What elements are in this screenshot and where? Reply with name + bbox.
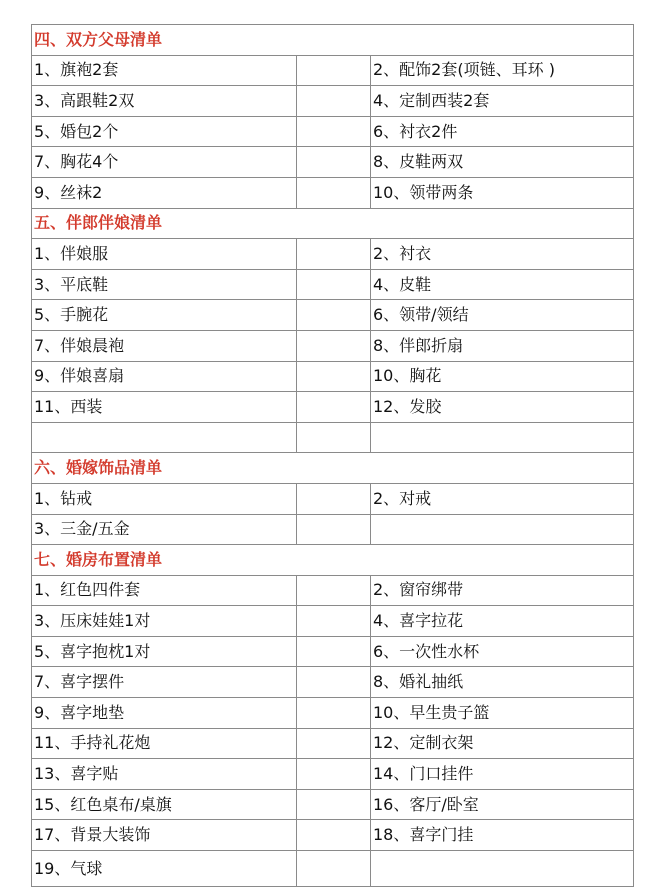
spacer-cell: [297, 820, 371, 851]
item-cell-left: 1、旗袍2套: [32, 55, 297, 86]
item-cell-left: 7、胸花4个: [32, 147, 297, 178]
spacer-cell: [297, 300, 371, 331]
item-cell-left: 5、婚包2个: [32, 116, 297, 147]
table-row: [32, 728, 634, 759]
item-cell-right: 14、门口挂件: [371, 759, 634, 790]
item-cell-left: 3、平底鞋: [32, 269, 297, 300]
spacer-cell: [297, 361, 371, 392]
spacer-cell: [297, 177, 371, 208]
item-cell-right: 10、胸花: [371, 361, 634, 392]
table-row: [32, 851, 634, 887]
spacer-cell: [297, 483, 371, 514]
table-row: [32, 116, 634, 147]
table-row: [32, 698, 634, 729]
spacer-cell: [297, 636, 371, 667]
spacer-cell: [297, 330, 371, 361]
item-cell-right: 12、发胶: [371, 392, 634, 423]
table-row: [32, 330, 634, 361]
table-row: [32, 86, 634, 117]
spacer-cell: [297, 606, 371, 637]
spacer-cell: [297, 728, 371, 759]
item-cell-right: [371, 514, 634, 545]
item-cell-left: 1、伴娘服: [32, 239, 297, 270]
item-cell-right: 8、伴郎折扇: [371, 330, 634, 361]
item-cell-right: [371, 422, 634, 453]
table-row: [32, 392, 634, 423]
table-row: [32, 514, 634, 545]
item-cell-right: 16、客厅/卧室: [371, 789, 634, 820]
item-cell-right: 6、一次性水杯: [371, 636, 634, 667]
table-row: [32, 606, 634, 637]
item-cell-right: 10、早生贵子篮: [371, 698, 634, 729]
spacer-cell: [297, 698, 371, 729]
item-cell-right: 8、婚礼抽纸: [371, 667, 634, 698]
item-cell-right: 2、衬衣: [371, 239, 634, 270]
checklist-table: [31, 24, 634, 887]
table-row: [32, 636, 634, 667]
item-cell-left: 3、三金/五金: [32, 514, 297, 545]
spacer-cell: [297, 759, 371, 790]
item-cell-left: 1、红色四件套: [32, 575, 297, 606]
checklist-body: [32, 25, 634, 887]
section-header-row: [32, 25, 634, 56]
item-cell-right: 8、皮鞋两双: [371, 147, 634, 178]
table-row: [32, 177, 634, 208]
section-header-row: [32, 208, 634, 239]
spacer-cell: [297, 147, 371, 178]
spacer-cell: [297, 851, 371, 887]
spacer-cell: [297, 116, 371, 147]
item-cell-left: 9、伴娘喜扇: [32, 361, 297, 392]
item-cell-right: 6、衬衣2件: [371, 116, 634, 147]
item-cell-right: 4、皮鞋: [371, 269, 634, 300]
table-row: [32, 575, 634, 606]
spacer-cell: [297, 422, 371, 453]
spacer-cell: [297, 86, 371, 117]
section-title: 五、伴郎伴娘清单: [32, 208, 634, 239]
item-cell-right: 10、领带两条: [371, 177, 634, 208]
item-cell-left: 13、喜字贴: [32, 759, 297, 790]
spacer-cell: [297, 667, 371, 698]
spacer-cell: [297, 55, 371, 86]
section-header-row: [32, 453, 634, 484]
item-cell-right: [371, 851, 634, 887]
table-row: [32, 759, 634, 790]
spacer-cell: [297, 789, 371, 820]
table-row: [32, 55, 634, 86]
item-cell-left: 15、红色桌布/桌旗: [32, 789, 297, 820]
table-row: [32, 789, 634, 820]
spacer-cell: [297, 392, 371, 423]
item-cell-right: 12、定制衣架: [371, 728, 634, 759]
table-row: [32, 147, 634, 178]
item-cell-left: 19、气球: [32, 851, 297, 887]
item-cell-left: 1、钻戒: [32, 483, 297, 514]
item-cell-left: [32, 422, 297, 453]
item-cell-right: 18、喜字门挂: [371, 820, 634, 851]
item-cell-left: 3、高跟鞋2双: [32, 86, 297, 117]
table-row: [32, 361, 634, 392]
spacer-cell: [297, 239, 371, 270]
item-cell-left: 3、压床娃娃1对: [32, 606, 297, 637]
item-cell-right: 6、领带/领结: [371, 300, 634, 331]
spacer-cell: [297, 575, 371, 606]
item-cell-left: 7、喜字摆件: [32, 667, 297, 698]
item-cell-left: 9、丝袜2: [32, 177, 297, 208]
table-row: [32, 239, 634, 270]
item-cell-right: 2、对戒: [371, 483, 634, 514]
table-row: [32, 667, 634, 698]
table-row: [32, 820, 634, 851]
table-row: [32, 483, 634, 514]
spacer-cell: [297, 269, 371, 300]
item-cell-left: 5、手腕花: [32, 300, 297, 331]
section-title: 六、婚嫁饰品清单: [32, 453, 634, 484]
item-cell-right: 2、窗帘绑带: [371, 575, 634, 606]
section-title: 七、婚房布置清单: [32, 545, 634, 576]
item-cell-left: 11、手持礼花炮: [32, 728, 297, 759]
item-cell-left: 7、伴娘晨袍: [32, 330, 297, 361]
item-cell-left: 17、背景大装饰: [32, 820, 297, 851]
item-cell-left: 9、喜字地垫: [32, 698, 297, 729]
section-title: 四、双方父母清单: [32, 25, 634, 56]
table-row: [32, 422, 634, 453]
item-cell-right: 4、定制西装2套: [371, 86, 634, 117]
item-cell-right: 4、喜字拉花: [371, 606, 634, 637]
item-cell-left: 5、喜字抱枕1对: [32, 636, 297, 667]
table-row: [32, 269, 634, 300]
table-row: [32, 300, 634, 331]
spacer-cell: [297, 514, 371, 545]
section-header-row: [32, 545, 634, 576]
item-cell-right: 2、配饰2套(项链、耳环 ): [371, 55, 634, 86]
item-cell-left: 11、西装: [32, 392, 297, 423]
